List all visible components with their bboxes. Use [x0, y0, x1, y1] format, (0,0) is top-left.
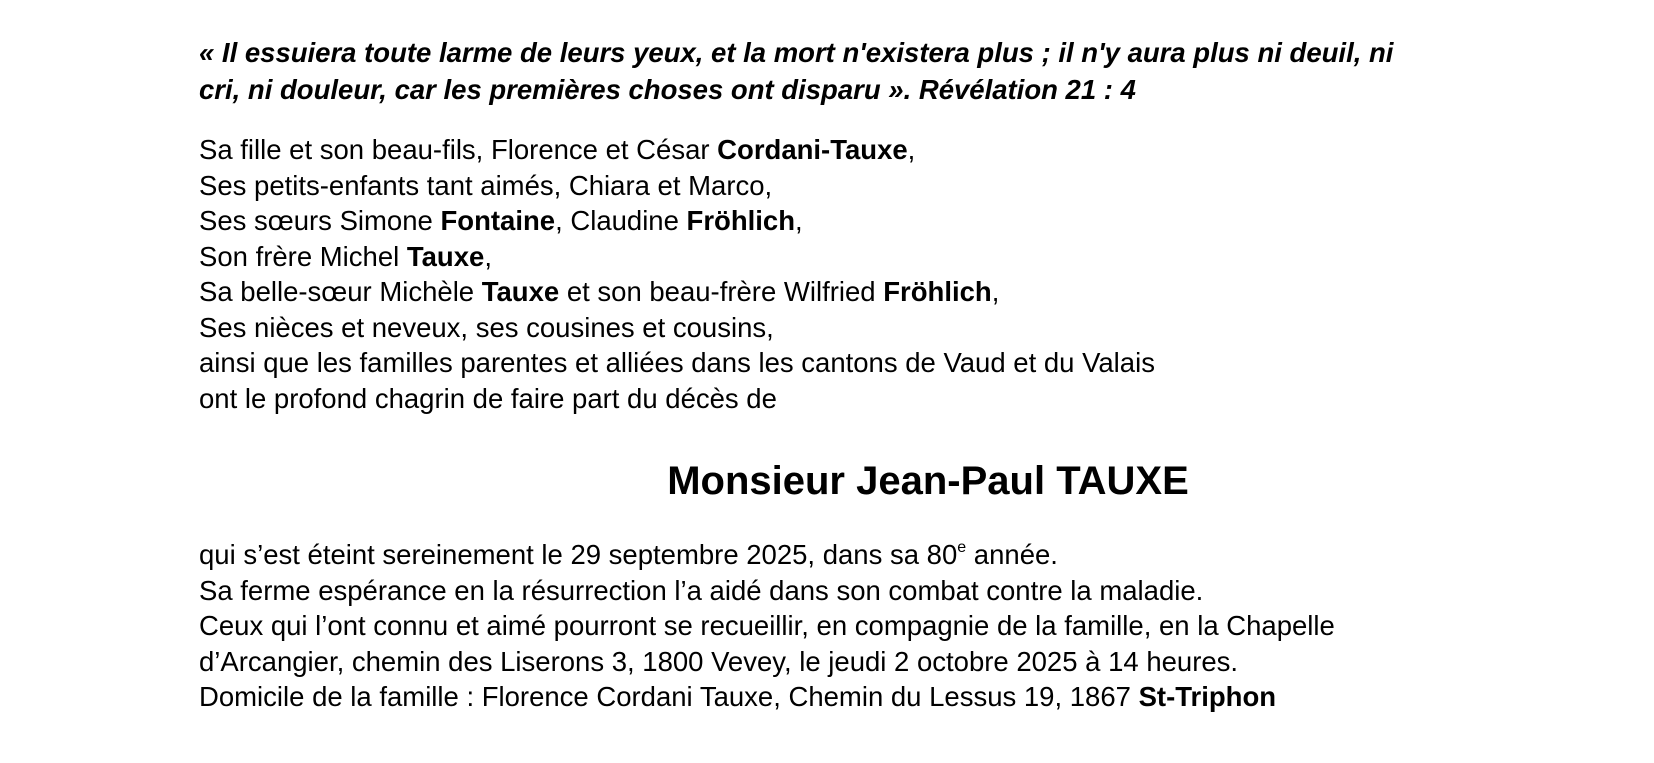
- deceased-name: Monsieur Jean-Paul TAUXE: [667, 459, 1189, 503]
- family-line-in-laws: [199, 274, 1539, 310]
- text: Sa belle-sœur Michèle: [199, 276, 482, 307]
- family-line-grandchildren: Ses petits-enfants tant aimés, Chiara et Marco,: [199, 169, 773, 201]
- quote-line-2: cri, ni douleur, car les premières choses ont disparu ». Révélation 21 : 4: [199, 74, 1136, 105]
- detail-hope: Sa ferme espérance en la résurrection l’a aidé dans son combat contre la maladie.: [199, 574, 1204, 606]
- family-list: [199, 132, 1539, 416]
- family-line-daughter: [199, 132, 1539, 168]
- surname: Tauxe: [481, 276, 560, 307]
- quote-line-1: « Il essuiera toute larme de leurs yeux, et la mort n'existera plus ; il n'y aura plus ni deuil, ni: [199, 37, 1394, 68]
- surname: Tauxe: [406, 240, 485, 272]
- text: Domicile de la famille : Florence Cordani Tauxe, Chemin du Lessus 19, 1867: [199, 681, 1139, 712]
- ordinal-suffix: e: [957, 538, 967, 556]
- text: ,: [991, 276, 1000, 307]
- locality: St-Triphon: [1138, 681, 1277, 712]
- family-line-relatives: ainsi que les familles parentes et alliées dans les cantons de Vaud et du Valais: [199, 347, 1155, 378]
- text: Sa fille et son beau-fils, Florence et César: [199, 134, 718, 165]
- surname: Cordani-Tauxe: [717, 134, 908, 165]
- family-line-announcement: ont le profond chagrin de faire part du décès de: [199, 382, 777, 414]
- detail-death-date: [199, 537, 1539, 573]
- family-line-brother: [199, 239, 1539, 275]
- text: année.: [966, 539, 1058, 570]
- text: ,: [907, 134, 916, 165]
- detail-family-address: [199, 679, 1539, 715]
- notice-details: [199, 537, 1539, 715]
- family-line-nieces: Ses nièces et neveux, ses cousines et cousins,: [199, 311, 774, 343]
- surname: Fröhlich: [686, 205, 796, 236]
- bible-quote: [199, 34, 1539, 108]
- detail-visitation-1: Ceux qui l’ont connu et aimé pourront se recueillir, en compagnie de la famille, en la Chapelle: [199, 610, 1335, 641]
- text: ,: [484, 240, 492, 272]
- text: Ses sœurs Simone: [199, 205, 441, 236]
- text: Son frère Michel: [199, 240, 407, 272]
- detail-visitation-2: d’Arcangier, chemin des Liserons 3, 1800 Vevey, le jeudi 2 octobre 2025 à 14 heures.: [199, 645, 1239, 677]
- text: , Claudine: [555, 205, 687, 236]
- family-line-sisters: [199, 203, 1539, 239]
- obituary-notice: [199, 34, 1539, 715]
- text: ,: [795, 205, 803, 236]
- text: et son beau-frère Wilfried: [559, 276, 884, 307]
- text: qui s’est éteint sereinement le 29 septembre 2025, dans sa 80: [199, 539, 958, 570]
- surname: Fröhlich: [883, 276, 992, 307]
- surname: Fontaine: [440, 205, 556, 236]
